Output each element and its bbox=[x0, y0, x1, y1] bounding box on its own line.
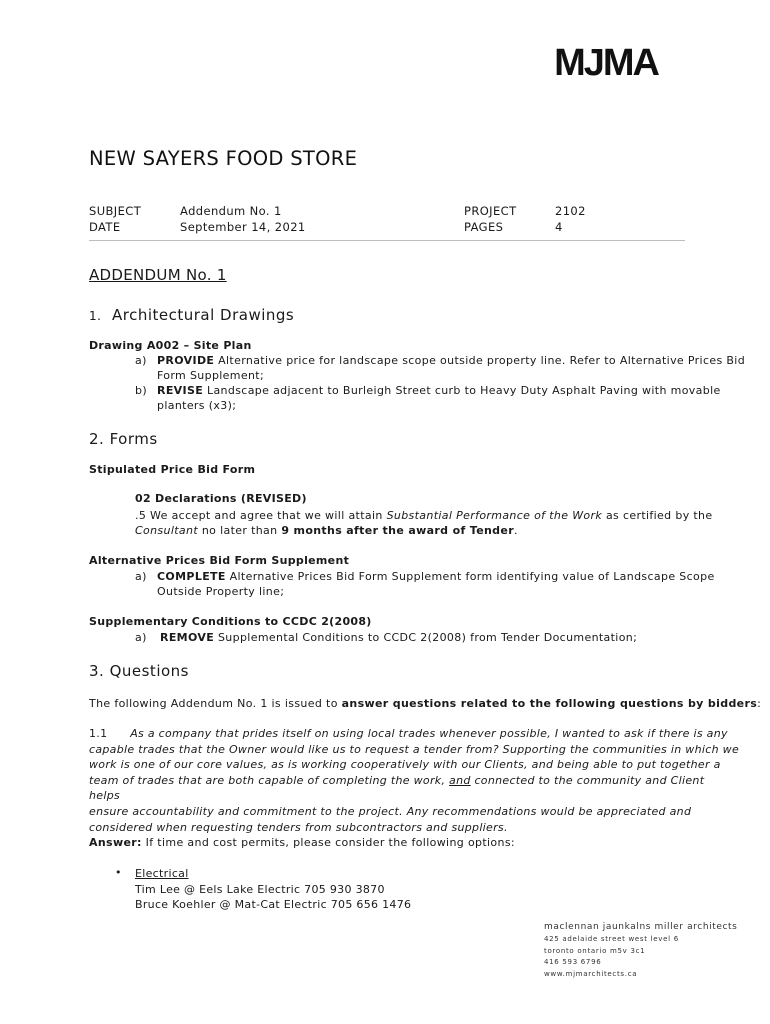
section-questions-heading: 3. Questions bbox=[89, 662, 189, 680]
intro-text: : bbox=[757, 697, 762, 710]
item-letter: b) bbox=[135, 384, 147, 397]
pages-label: PAGES bbox=[464, 220, 504, 234]
question-number: 1.1 bbox=[89, 727, 108, 740]
decl-text: . bbox=[514, 524, 518, 537]
footer-web[interactable]: www.mjmarchitects.ca bbox=[544, 969, 638, 978]
decl-text: as certified by the bbox=[602, 509, 713, 522]
question-underlined: and bbox=[449, 773, 471, 787]
answer bbox=[89, 835, 515, 851]
item-line-2: Outside Property line; bbox=[157, 585, 285, 598]
intro-bold: answer questions related to the following questions by bidders bbox=[341, 697, 758, 710]
footer-address: 425 adelaide street west level 6 bbox=[544, 935, 679, 943]
item-text bbox=[157, 383, 721, 398]
decl-italic: Consultant bbox=[135, 524, 198, 537]
declaration-line-2 bbox=[135, 523, 518, 539]
stipulated-heading: Stipulated Price Bid Form bbox=[89, 463, 256, 476]
document-title: NEW SAYERS FOOD STORE bbox=[89, 147, 358, 170]
header-divider bbox=[89, 240, 685, 241]
meta-labels-right bbox=[464, 203, 517, 235]
item-text bbox=[157, 353, 745, 368]
questions-intro bbox=[89, 696, 761, 712]
item-keyword: REMOVE bbox=[160, 631, 215, 644]
item-line: Alternative price for landscape scope outside property line. Refer to Alternative Prices Bid bbox=[214, 354, 746, 367]
drawing-a002-heading: Drawing A002 – Site Plan bbox=[89, 339, 252, 352]
subject-label: SUBJECT bbox=[89, 204, 142, 218]
mjma-logo: MJMA bbox=[554, 42, 658, 84]
item-text bbox=[157, 569, 715, 584]
item-keyword: PROVIDE bbox=[157, 354, 215, 367]
item-keyword: REVISE bbox=[157, 384, 204, 397]
meta-labels-left bbox=[89, 203, 141, 235]
item-line-2: planters (x3); bbox=[157, 399, 237, 412]
addendum-heading: ADDENDUM No. 1 bbox=[89, 266, 227, 284]
question-text: connected to the community and Client helps bbox=[89, 773, 705, 803]
decl-text: .5 We accept and agree that we will attain bbox=[135, 509, 387, 522]
contact-line: Bruce Koehler @ Mat-Cat Electric 705 656 1476 bbox=[135, 898, 412, 912]
meta-values-right bbox=[555, 203, 586, 235]
section-architectural-heading bbox=[89, 306, 294, 324]
question-text: As a company that prides itself on using local trades whenever possible, I wanted to ask if there is any bbox=[130, 727, 728, 740]
firm-name: maclennan jaunkalns miller architects bbox=[544, 922, 738, 932]
item-letter: a) bbox=[135, 631, 147, 644]
intro-text: The following Addendum No. 1 is issued to bbox=[89, 697, 342, 710]
electrical-contacts bbox=[135, 866, 411, 913]
section-number: 1. bbox=[89, 309, 102, 323]
section-title: Architectural Drawings bbox=[112, 306, 295, 324]
item-line: Supplemental Conditions to CCDC 2(2008) from Tender Documentation; bbox=[214, 631, 638, 644]
item-letter: a) bbox=[135, 570, 147, 583]
answer-label: Answer: bbox=[89, 836, 142, 849]
question-line: considered when requesting tenders from subcontractors and suppliers. bbox=[89, 820, 508, 834]
supplementary-heading: Supplementary Conditions to CCDC 2(2008) bbox=[89, 615, 372, 628]
bullet-icon: • bbox=[115, 866, 122, 879]
question-line: capable trades that the Owner would like us to request a tender from? Supporting the communities in which we bbox=[89, 742, 740, 756]
footer-phone: 416 593 6796 bbox=[544, 958, 602, 966]
question-1-1 bbox=[89, 726, 739, 835]
answer-text: If time and cost permits, please consider the following options: bbox=[141, 836, 515, 849]
item-line-2: Form Supplement; bbox=[157, 369, 265, 382]
footer-city: toronto ontario m5v 3c1 bbox=[544, 946, 646, 955]
question-text: team of trades that are both capable of completing the work, bbox=[89, 773, 450, 787]
contact-line: Tim Lee @ Eels Lake Electric 705 930 3870 bbox=[135, 882, 385, 896]
pages-value: 4 bbox=[555, 220, 563, 234]
declarations-heading: 02 Declarations (REVISED) bbox=[135, 492, 307, 505]
project-value: 2102 bbox=[555, 204, 586, 218]
decl-text: no later than bbox=[197, 524, 282, 537]
question-line: ensure accountability and commitment to the project. Any recommendations would be appreciated and bbox=[89, 804, 692, 818]
item-text bbox=[160, 630, 637, 645]
item-letter: a) bbox=[135, 354, 147, 367]
item-line: Alternative Prices Bid Form Supplement form identifying value of Landscape Scope bbox=[225, 570, 715, 583]
decl-italic: Substantial Performance of the Work bbox=[386, 509, 603, 522]
declaration-line-1 bbox=[135, 508, 713, 524]
meta-values-left bbox=[180, 203, 306, 235]
alt-prices-heading: Alternative Prices Bid Form Supplement bbox=[89, 554, 350, 567]
footer bbox=[544, 920, 737, 980]
date-value: September 14, 2021 bbox=[180, 220, 306, 234]
date-label: DATE bbox=[89, 220, 121, 234]
project-label: PROJECT bbox=[464, 204, 517, 218]
section-forms-heading: 2. Forms bbox=[89, 430, 158, 448]
decl-bold: 9 months after the award of Tender bbox=[281, 524, 514, 537]
electrical-label: Electrical bbox=[135, 867, 189, 880]
question-line: work is one of our core values, as is working cooperatively with our Clients, and being able to put together a bbox=[89, 758, 721, 772]
item-keyword: COMPLETE bbox=[157, 570, 226, 583]
subject-value: Addendum No. 1 bbox=[180, 204, 282, 218]
question-line bbox=[89, 773, 739, 804]
item-line: Landscape adjacent to Burleigh Street curb to Heavy Duty Asphalt Paving with movable bbox=[203, 384, 721, 397]
question-line bbox=[89, 726, 739, 742]
